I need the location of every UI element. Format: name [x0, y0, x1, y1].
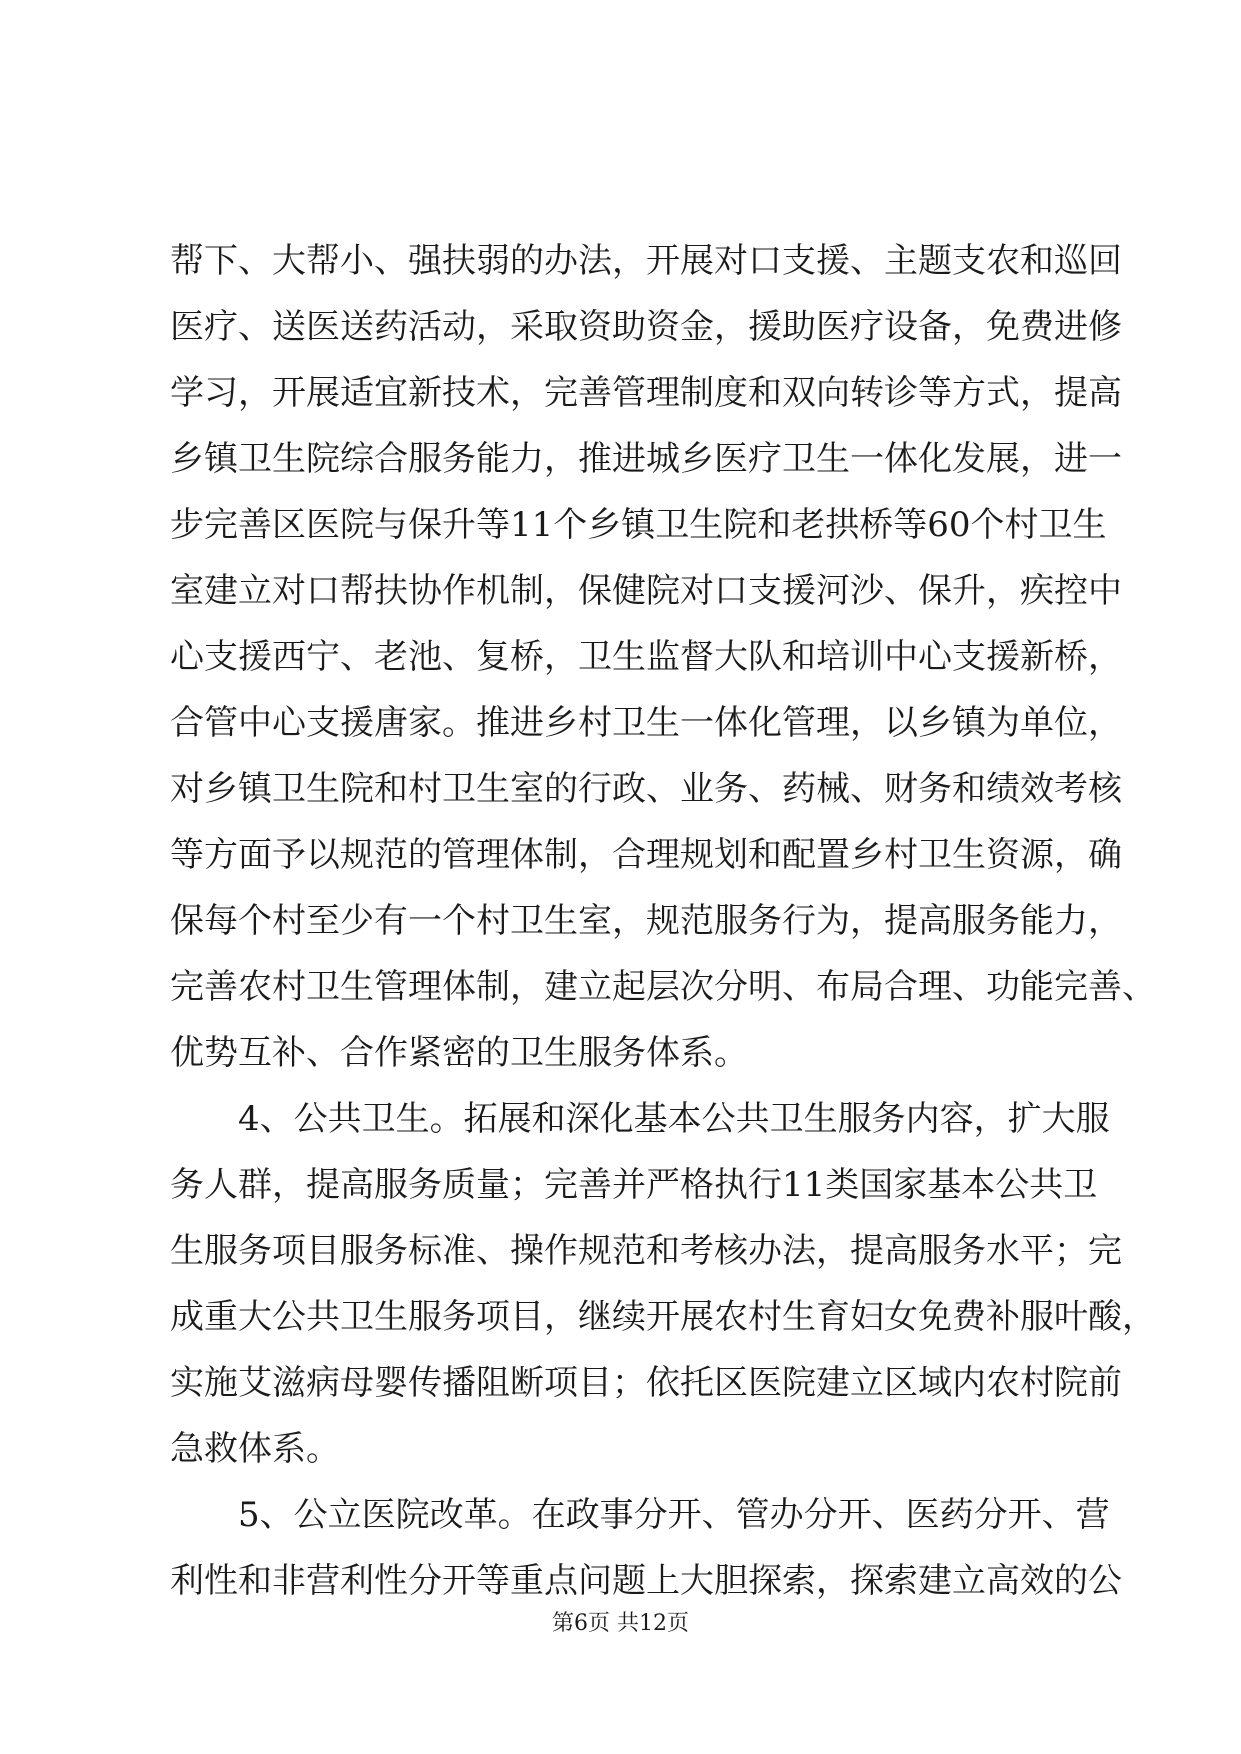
- text-line: 实施艾滋病母婴传播阻断项目；依托区医院建立区域内农村院前: [170, 1363, 1122, 1403]
- text-line: 急救体系。: [170, 1429, 340, 1469]
- paragraph-1: [170, 228, 1156, 1086]
- text-line: 帮下、大帮小、强扶弱的办法，开展对口支援、主题支农和巡回: [170, 241, 1122, 281]
- text-line: 利性和非营利性分开等重点问题上大胆探索，探索建立高效的公: [170, 1561, 1122, 1601]
- text-line: 室建立对口帮扶协作机制，保健院对口支援河沙、保升，疾控中: [170, 571, 1122, 611]
- text-line: 4、公共卫生。拓展和深化基本公共卫生服务内容，扩大服: [238, 1099, 1110, 1139]
- text-line: 保每个村至少有一个村卫生室，规范服务行为，提高服务能力，: [170, 901, 1122, 941]
- text-line: 乡镇卫生院综合服务能力，推进城乡医疗卫生一体化发展，进一: [170, 439, 1122, 479]
- text-line: 优势互补、合作紧密的卫生服务体系。: [170, 1033, 748, 1073]
- page-number: 第6页 共12页: [552, 1611, 689, 1636]
- text-line: 心支援西宁、老池、复桥，卫生监督大队和培训中心支援新桥，: [170, 637, 1122, 677]
- page-footer: [0, 1606, 1241, 1637]
- paragraph-3: [170, 1482, 1122, 1614]
- text-line: 务人群，提高服务质量；完善并严格执行11类国家基本公共卫: [170, 1165, 1098, 1205]
- paragraph-2: [170, 1086, 1156, 1482]
- text-line: 生服务项目服务标准、操作规范和考核办法，提高服务水平；完: [170, 1231, 1122, 1271]
- text-line: 完善农村卫生管理体制，建立起层次分明、布局合理、功能完善、: [170, 967, 1156, 1007]
- text-line: 医疗、送医送药活动，采取资助资金，援助医疗设备，免费进修: [170, 307, 1122, 347]
- text-line: 学习，开展适宜新技术，完善管理制度和双向转诊等方式，提高: [170, 373, 1122, 413]
- text-line: 合管中心支援唐家。推进乡村卫生一体化管理，以乡镇为单位，: [170, 703, 1122, 743]
- document-body: [170, 228, 1156, 1614]
- text-line: 对乡镇卫生院和村卫生室的行政、业务、药械、财务和绩效考核: [170, 769, 1122, 809]
- text-line: 等方面予以规范的管理体制，合理规划和配置乡村卫生资源，确: [170, 835, 1122, 875]
- text-line: 步完善区医院与保升等11个乡镇卫生院和老拱桥等60个村卫生: [170, 505, 1107, 545]
- text-line: 成重大公共卫生服务项目，继续开展农村生育妇女免费补服叶酸，: [170, 1297, 1156, 1337]
- text-line: 5、公立医院改革。在政事分开、管办分开、医药分开、营: [238, 1495, 1110, 1535]
